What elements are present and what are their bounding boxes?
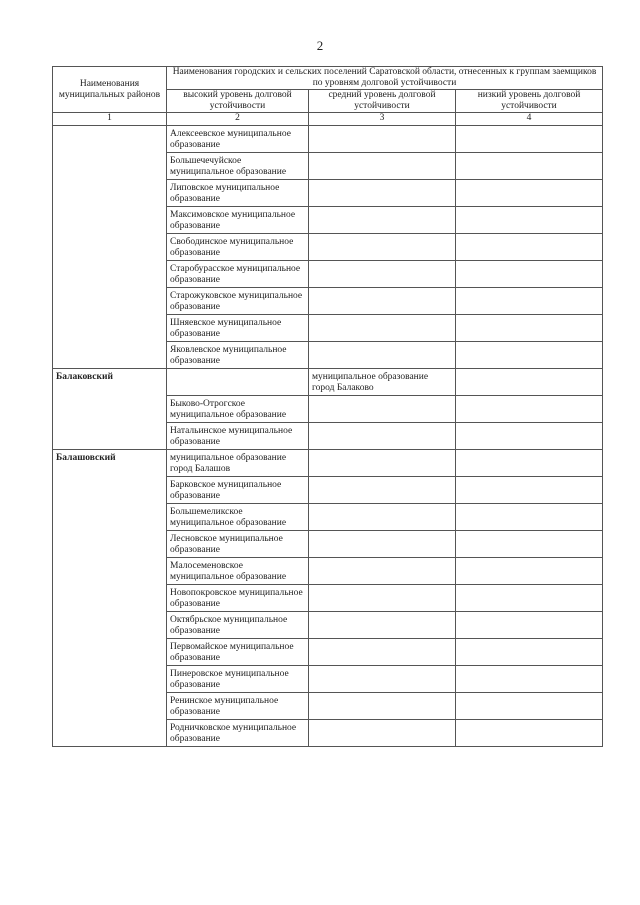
cell-medium [309, 126, 456, 153]
settlement-name [459, 261, 599, 264]
cell-medium [309, 153, 456, 180]
cell-high [167, 558, 309, 585]
cell-medium [309, 639, 456, 666]
cell-medium [309, 234, 456, 261]
cell-high [167, 369, 309, 396]
settlement-name [312, 666, 452, 669]
cell-medium [309, 558, 456, 585]
settlement-name: Новопокровское муниципальное образование [170, 588, 303, 609]
cell-high [167, 585, 309, 612]
settlement-name [459, 693, 599, 696]
settlement-name [459, 720, 599, 723]
cell-low [456, 288, 603, 315]
cell-low [456, 396, 603, 423]
settlement-name [459, 288, 599, 291]
cell-medium [309, 504, 456, 531]
cell-low [456, 666, 603, 693]
district-name [56, 126, 163, 129]
cell-low [456, 207, 603, 234]
settlement-name: Быково-Отрогское муниципальное образование [170, 399, 287, 420]
district-cell [53, 369, 167, 450]
settlement-name: Липовское муниципальное образование [170, 183, 280, 204]
settlement-name [312, 585, 452, 588]
settlement-name: Большечечуйское муниципальное образование [170, 156, 287, 177]
table-row [53, 450, 603, 477]
cell-high [167, 288, 309, 315]
cell-low [456, 531, 603, 558]
header-medium: средний уровень долговой устойчивости [309, 90, 456, 113]
settlement-name [459, 585, 599, 588]
cell-high [167, 153, 309, 180]
cell-medium [309, 396, 456, 423]
settlement-name: Ренинское муниципальное образование [170, 696, 279, 717]
cell-high [167, 180, 309, 207]
cell-medium [309, 450, 456, 477]
settlement-name [312, 288, 452, 291]
settlement-name [459, 639, 599, 642]
settlement-name [312, 342, 452, 345]
settlement-name: Натальинское муниципальное образование [170, 426, 293, 447]
settlement-name [459, 207, 599, 210]
settlement-name [459, 153, 599, 156]
cell-high [167, 612, 309, 639]
cell-medium [309, 207, 456, 234]
table-row [53, 369, 603, 396]
settlement-name [459, 612, 599, 615]
cell-medium [309, 612, 456, 639]
settlement-name [312, 315, 452, 318]
cell-low [456, 369, 603, 396]
settlement-name: Старобурасское муниципальное образование [170, 264, 301, 285]
settlement-name [312, 504, 452, 507]
settlement-name: Октябрьское муниципальное образование [170, 615, 288, 636]
settlement-name [459, 315, 599, 318]
settlement-name [459, 477, 599, 480]
cell-low [456, 423, 603, 450]
settlement-name: Большемеликское муниципальное образование [170, 507, 287, 528]
district-name: Балаковский [56, 372, 113, 382]
settlement-name: Первомайское муниципальное образование [170, 642, 294, 663]
cell-low [456, 477, 603, 504]
settlement-name: Максимовское муниципальное образование [170, 210, 296, 231]
settlement-name: муниципальное образование город Балашов [170, 453, 287, 474]
cell-low [456, 585, 603, 612]
cell-medium [309, 369, 456, 396]
settlement-name [312, 207, 452, 210]
cell-medium [309, 342, 456, 369]
settlement-name: Яковлевское муниципальное образование [170, 345, 287, 366]
cell-low [456, 153, 603, 180]
cell-high [167, 477, 309, 504]
header-high: высокий уровень долговой устойчивости [167, 90, 309, 113]
cell-low [456, 720, 603, 747]
settlement-name [459, 450, 599, 453]
header-district: Наименования муниципальных районов [53, 67, 167, 113]
settlement-name: Старожуковское муниципальное образование [170, 291, 303, 312]
district-name: Балашовский [56, 453, 116, 463]
cell-low [456, 180, 603, 207]
settlement-name: Свободинское муниципальное образование [170, 237, 294, 258]
settlement-name [312, 234, 452, 237]
debt-stability-table [52, 66, 603, 747]
cell-high [167, 693, 309, 720]
header-low: низкий уровень долговой устойчивости [456, 90, 603, 113]
cell-medium [309, 666, 456, 693]
cell-medium [309, 288, 456, 315]
cell-low [456, 504, 603, 531]
cell-high [167, 531, 309, 558]
cell-medium [309, 477, 456, 504]
settlement-name [459, 126, 599, 129]
settlement-name [459, 396, 599, 399]
cell-medium [309, 585, 456, 612]
settlement-name [312, 531, 452, 534]
cell-low [456, 342, 603, 369]
cell-high [167, 639, 309, 666]
table-row [53, 126, 603, 153]
settlement-name: Алексеевское муниципальное образование [170, 129, 291, 150]
settlement-name [459, 180, 599, 183]
settlement-name [312, 450, 452, 453]
cell-high [167, 450, 309, 477]
settlement-name [312, 396, 452, 399]
settlement-name [312, 423, 452, 426]
settlement-name [312, 261, 452, 264]
settlement-name [312, 153, 452, 156]
settlement-name: Малосеменовское муниципальное образование [170, 561, 287, 582]
settlement-name [312, 558, 452, 561]
cell-low [456, 693, 603, 720]
cell-low [456, 261, 603, 288]
settlement-name [312, 477, 452, 480]
cell-high [167, 666, 309, 693]
cell-high [167, 261, 309, 288]
cell-high [167, 423, 309, 450]
settlement-name: муниципальное образование город Балаково [312, 372, 429, 393]
cell-low [456, 234, 603, 261]
settlement-name [312, 693, 452, 696]
cell-medium [309, 720, 456, 747]
district-cell [53, 126, 167, 369]
settlement-name [459, 666, 599, 669]
settlement-name: Барковское муниципальное образование [170, 480, 282, 501]
cell-medium [309, 423, 456, 450]
cell-low [456, 558, 603, 585]
cell-medium [309, 180, 456, 207]
settlement-name [459, 423, 599, 426]
settlement-name [459, 531, 599, 534]
col-number-2: 2 [167, 113, 309, 126]
cell-low [456, 639, 603, 666]
settlement-name: Лесновское муниципальное образование [170, 534, 283, 555]
cell-low [456, 315, 603, 342]
cell-high [167, 315, 309, 342]
cell-low [456, 450, 603, 477]
settlement-name [312, 126, 452, 129]
settlement-name [459, 369, 599, 372]
cell-high [167, 126, 309, 153]
col-number-1: 1 [53, 113, 167, 126]
page-number: 2 [316, 38, 324, 53]
district-cell [53, 450, 167, 747]
cell-medium [309, 693, 456, 720]
cell-high [167, 207, 309, 234]
settlement-name [312, 180, 452, 183]
cell-high [167, 504, 309, 531]
cell-low [456, 612, 603, 639]
cell-medium [309, 261, 456, 288]
settlement-name [459, 342, 599, 345]
settlement-name [312, 720, 452, 723]
settlement-name [459, 558, 599, 561]
cell-high [167, 396, 309, 423]
settlement-name: Родничковское муниципальное образование [170, 723, 297, 744]
cell-medium [309, 315, 456, 342]
settlement-name [312, 639, 452, 642]
header-group-title: Наименования городских и сельских поселений Саратовской области, отнесенных к группам заемщиков по уровням долговой устойчивости [167, 67, 603, 90]
settlement-name [170, 369, 305, 372]
col-number-3: 3 [309, 113, 456, 126]
cell-high [167, 234, 309, 261]
cell-low [456, 126, 603, 153]
col-number-4: 4 [456, 113, 603, 126]
settlement-name [459, 234, 599, 237]
settlement-name: Шняевское муниципальное образование [170, 318, 282, 339]
cell-high [167, 720, 309, 747]
settlement-name [459, 504, 599, 507]
settlement-name [312, 612, 452, 615]
settlement-name: Пинеровское муниципальное образование [170, 669, 289, 690]
cell-high [167, 342, 309, 369]
cell-medium [309, 531, 456, 558]
